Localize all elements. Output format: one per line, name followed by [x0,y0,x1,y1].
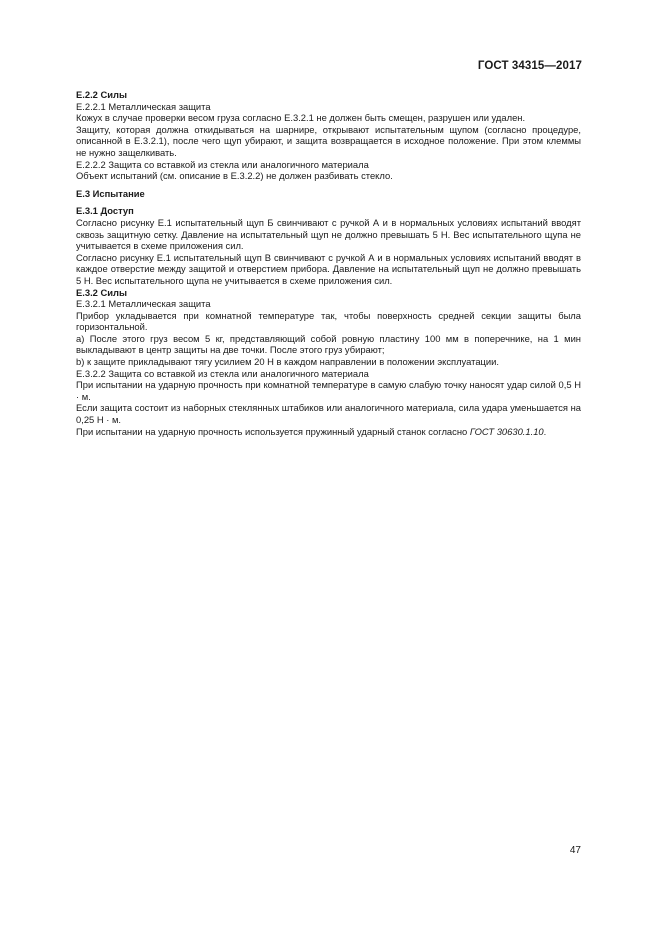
paragraph-e322-3-end: . [543,425,547,437]
subsection-heading-e222: Е.2.2.2 Защита со вставкой из стекла или аналогичного материала [76,158,369,170]
section-heading-e32: Е.3.2 Силы [76,286,127,298]
paragraph-e321-2: а) После этого груз весом 5 кг, представляющий собой ровную пластину 100 мм в поперечнике, на 1 мин выкладывают в центр защиты на две точки. После этого груз убирают; [76,332,581,356]
document-body [76,89,581,437]
paragraph-e222-1: Объект испытаний (см. описание в Е.3.2.2) не должен разбивать стекло. [76,170,393,182]
section-heading-e22: Е.2.2 Силы [76,89,127,100]
paragraph-e322-3 [76,426,581,438]
section-heading-e3: Е.3 Испытание [76,187,145,199]
paragraph-e221-2: Защиту, которая должна откидываться на шарнире, открывают испытательным щупом (согласно процедуре, описанной в Е.3.2.1), после чего щуп убирают, и защита возвращается в исходное положение. При этом клеммы не нужно защелкивать. [76,123,581,158]
paragraph-e221-1: Кожух в случае проверки весом груза согласно Е.3.2.1 не должен быть смещен, разрушен или удален. [76,112,526,124]
paragraph-e31-1: Согласно рисунку Е.1 испытательный щуп Б свинчивают с ручкой А и в нормальных условиях испытаний вводят сквозь защитную сетку. Давление на испытательный щуп не должно превышать 5 Н. Вес испытательного щупа не учитывается в схеме приложения сил. [76,216,581,252]
paragraph-e321-3: b) к защите прикладывают тягу усилием 20 Н в каждом направлении в положении эксплуатации. [76,356,499,368]
page-number: 47 [569,845,581,856]
paragraph-e31-2: Согласно рисунку Е.1 испытательный щуп В свинчивают с ручкой А и в нормальных условиях испытаний вводят в каждое отверстие между защитой и отверстием прибора. Давление на испытательный щуп не должно превышать 5 Н. Вес испытательного щупа не учитывается в схеме приложения сил. [76,251,581,286]
subsection-heading-e322: Е.3.2.2 Защита со вставкой из стекла или аналогичного материала [76,367,369,379]
paragraph-e322-2: Если защита состоит из наборных стеклянных штабиков или аналогичного материала, сила удара уменьшается на 0,25 Н · м. [76,402,581,426]
paragraph-e321-1: Прибор укладывается при комнатной температуре так, чтобы поверхность средней секции защиты была горизонтальной. [76,309,581,333]
subsection-heading-e321: Е.3.2.1 Металлическая защита [76,298,211,310]
subsection-heading-e221: Е.2.2.1 Металлическая защита [76,100,211,112]
paragraph-e322-1: При испытании на ударную прочность при комнатной температуре в самую слабую точку наносят удар силой 0,5 Н · м. [76,379,581,402]
document-code-header: ГОСТ 34315—2017 [477,60,582,72]
standard-reference: ГОСТ 30630.1.10 [469,425,544,437]
section-heading-e31: Е.3.1 Доступ [76,205,134,217]
paragraph-e322-3-text: При испытании на ударную прочность используется пружинный ударный станок согласно [76,425,470,437]
